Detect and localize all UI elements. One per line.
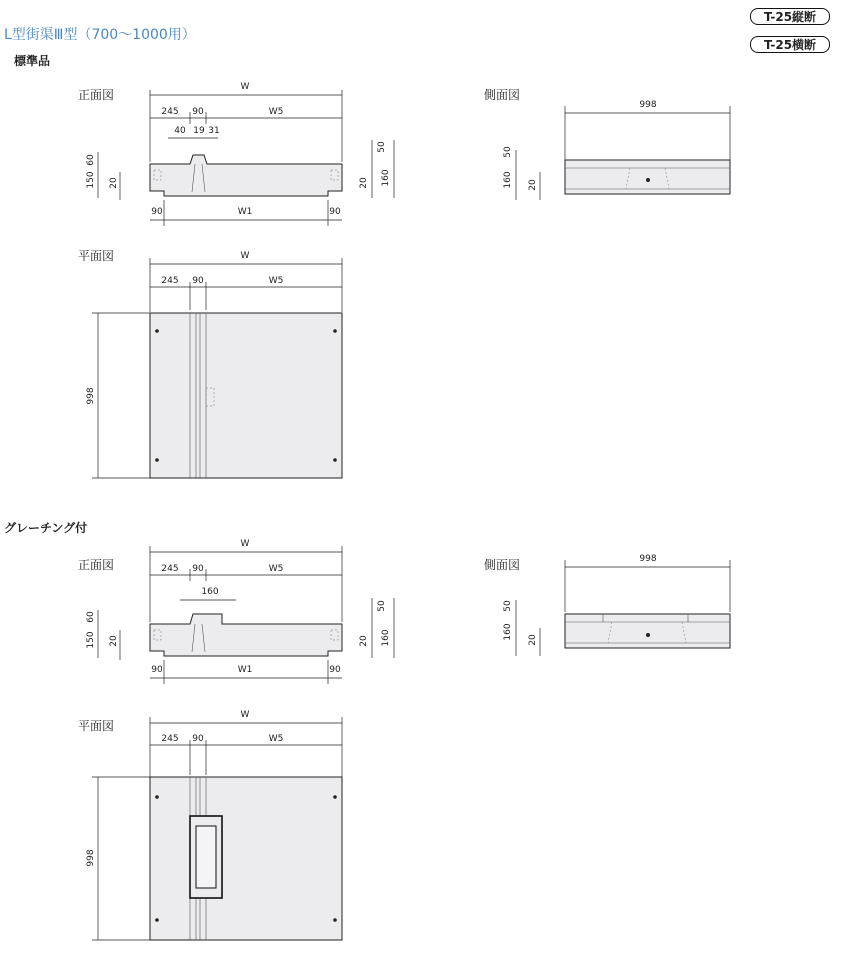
dim-W: W [240, 82, 250, 92]
side-dim-160: 160 [503, 171, 513, 189]
badge-longitudinal: T-25縦断 [750, 8, 830, 25]
g-side-dim-20: 20 [528, 634, 538, 646]
g-side-dim-160: 160 [503, 623, 513, 641]
dim-W5: W5 [268, 107, 284, 117]
g-dim-160: 160 [201, 587, 219, 597]
g-plan-dim-245: 245 [161, 734, 179, 744]
dim-19: 19 [193, 126, 205, 136]
g-dim-90-right: 90 [329, 665, 341, 675]
side-view-label-1: 側面図 [484, 88, 521, 102]
page-title: L型街渠Ⅲ型（700〜1000用） [4, 27, 196, 43]
plan-view-label-1: 平面図 [78, 249, 115, 263]
g-plan-dim-998: 998 [86, 849, 96, 867]
g-dim-90: 90 [192, 564, 204, 574]
dim-245: 245 [161, 107, 179, 117]
dim-40: 40 [174, 126, 186, 136]
g-dim-W: W [240, 539, 250, 549]
side-dim-20: 20 [528, 179, 538, 191]
g-dim-150: 150 [86, 631, 96, 649]
dim-50: 50 [377, 141, 387, 153]
dim-90-left: 90 [151, 207, 163, 217]
g-side-dim-50: 50 [503, 600, 513, 612]
g-dim-245: 245 [161, 564, 179, 574]
g-dim-90-left: 90 [151, 665, 163, 675]
front-view-label-2: 正面図 [78, 558, 115, 572]
dim-60: 60 [86, 154, 96, 166]
g-plan-dim-W: W [240, 710, 250, 720]
dim-90-right: 90 [329, 207, 341, 217]
dim-31: 31 [208, 126, 220, 136]
g-dim-160-right: 160 [381, 629, 391, 647]
plan-dim-W: W [240, 251, 250, 261]
plan-view-standard [86, 251, 342, 478]
dim-90: 90 [192, 107, 204, 117]
plan-dim-90: 90 [192, 276, 204, 286]
plan-view-label-2: 平面図 [78, 719, 115, 733]
dim-150: 150 [86, 171, 96, 189]
plan-dim-998: 998 [86, 387, 96, 405]
g-dim-20-right: 20 [359, 635, 369, 647]
dim-20-right: 20 [359, 177, 369, 189]
g-dim-W5: W5 [268, 564, 284, 574]
g-dim-50: 50 [377, 600, 387, 612]
front-view-grating [86, 539, 394, 684]
front-view-standard [86, 82, 394, 226]
front-view-label-1: 正面図 [78, 88, 115, 102]
g-dim-W1: W1 [237, 665, 253, 675]
badge-transverse: T-25横断 [750, 36, 830, 53]
dim-160: 160 [381, 169, 391, 187]
g-side-dim-998: 998 [639, 554, 657, 564]
g-plan-dim-90: 90 [192, 734, 204, 744]
dim-998: 998 [639, 100, 657, 110]
side-view-standard [503, 100, 730, 200]
dim-20: 20 [109, 177, 119, 189]
section-standard-heading: 標準品 [14, 54, 51, 68]
section-grating-heading: グレーチング付 [4, 521, 88, 535]
plan-dim-245: 245 [161, 276, 179, 286]
dim-W1: W1 [237, 207, 253, 217]
g-dim-20: 20 [109, 635, 119, 647]
plan-dim-W5: W5 [268, 276, 284, 286]
side-dim-50: 50 [503, 146, 513, 158]
plan-view-grating [86, 710, 342, 940]
g-plan-dim-W5: W5 [268, 734, 284, 744]
g-dim-60: 60 [86, 611, 96, 623]
side-view-label-2: 側面図 [484, 558, 521, 572]
side-view-grating [503, 554, 730, 656]
